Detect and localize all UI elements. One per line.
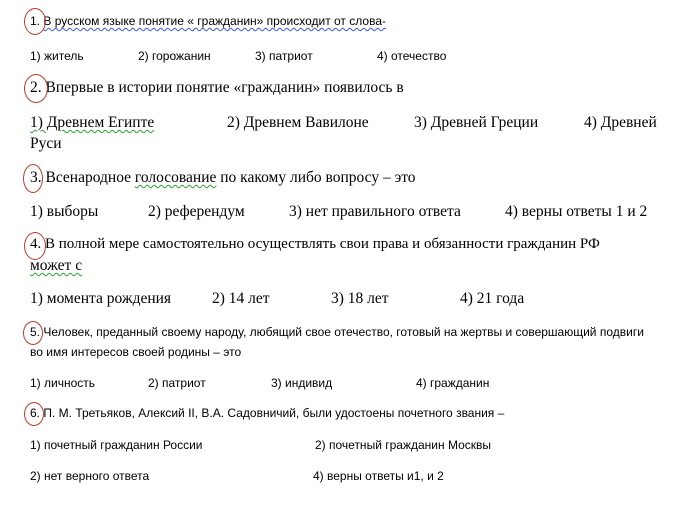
q1-option-3: 3) патриот (255, 49, 313, 63)
q1-option-4: 4) отечество (377, 49, 447, 63)
question-2-text (30, 79, 404, 97)
q4-option-1: 1) момента рождения (30, 290, 172, 307)
q6-option-2: 2) почетный гражданин Москвы (315, 438, 491, 452)
q2-option-4-continuation: Руси (30, 135, 62, 152)
q2-option-2: 2) Древнем Вавилоне (227, 114, 369, 131)
q1-option-1: 1) житель (30, 49, 84, 63)
question-6-prompt: П. М. Третьяков, Алексий II, В.А. Садовничий, были удостоены почетного звания – (43, 406, 505, 420)
q2-option-4: 4) Древней (584, 114, 657, 131)
q3-option-4: 4) верны ответы 1 и 2 (505, 203, 648, 220)
question-4-continuation: может с (30, 257, 83, 274)
q2-option-1: 1) Древнем Египте (30, 114, 155, 131)
q4-option-2: 2) 14 лет (212, 290, 270, 307)
question-3-underlined-word: голосование (134, 169, 217, 186)
q6-option-4: 4) верны ответы и1, и 2 (313, 469, 444, 483)
q5-option-4: 4) гражданин (416, 376, 490, 390)
q5-option-3: 3) индивид (271, 376, 333, 390)
question-1-prompt: В русском языке понятие « гражданин» происходит от слова- (43, 14, 386, 28)
question-2-number: 2. (30, 79, 42, 96)
q6-option-3: 2) нет верного ответа (30, 469, 150, 483)
question-6-text (30, 406, 504, 420)
q4-option-4: 4) 21 года (460, 290, 525, 307)
question-4-text (30, 236, 600, 253)
question-3-number: 3. (30, 169, 42, 186)
question-4-prompt: В полной мере самостоятельно осуществлять свои права и обязанности гражданин РФ (45, 236, 600, 252)
question-6-number: 6. (30, 406, 41, 420)
question-2-prompt: Впервые в истории понятие «гражданин» появилось в (45, 79, 404, 96)
q5-option-2: 2) патриот (148, 376, 206, 390)
question-5-prompt: Человек, преданный своему народу, любящий свое отечество, готовый на жертвы и совершающий подвиги (43, 325, 644, 339)
question-5-text (30, 325, 644, 339)
q2-option-3: 3) Древней Греции (414, 114, 539, 131)
question-3-text: 3. Всенародное голосование по какому либо вопросу – это (30, 169, 416, 186)
q3-option-3: 3) нет правильного ответа (289, 203, 461, 220)
question-5-continuation: во имя интересов своей родины – это (30, 345, 242, 359)
question-5-number: 5. (30, 325, 41, 339)
question-4-number: 4. (30, 236, 42, 252)
q4-option-3: 3) 18 лет (331, 290, 389, 307)
question-1-text (30, 14, 386, 28)
q6-option-1: 1) почетный гражданин России (30, 438, 203, 452)
q3-option-1: 1) выборы (30, 203, 99, 220)
q1-option-2: 2) горожанин (138, 49, 211, 63)
question-1-number: 1. (30, 14, 41, 28)
q5-option-1: 1) личность (30, 376, 96, 390)
q3-option-2: 2) референдум (148, 203, 245, 220)
